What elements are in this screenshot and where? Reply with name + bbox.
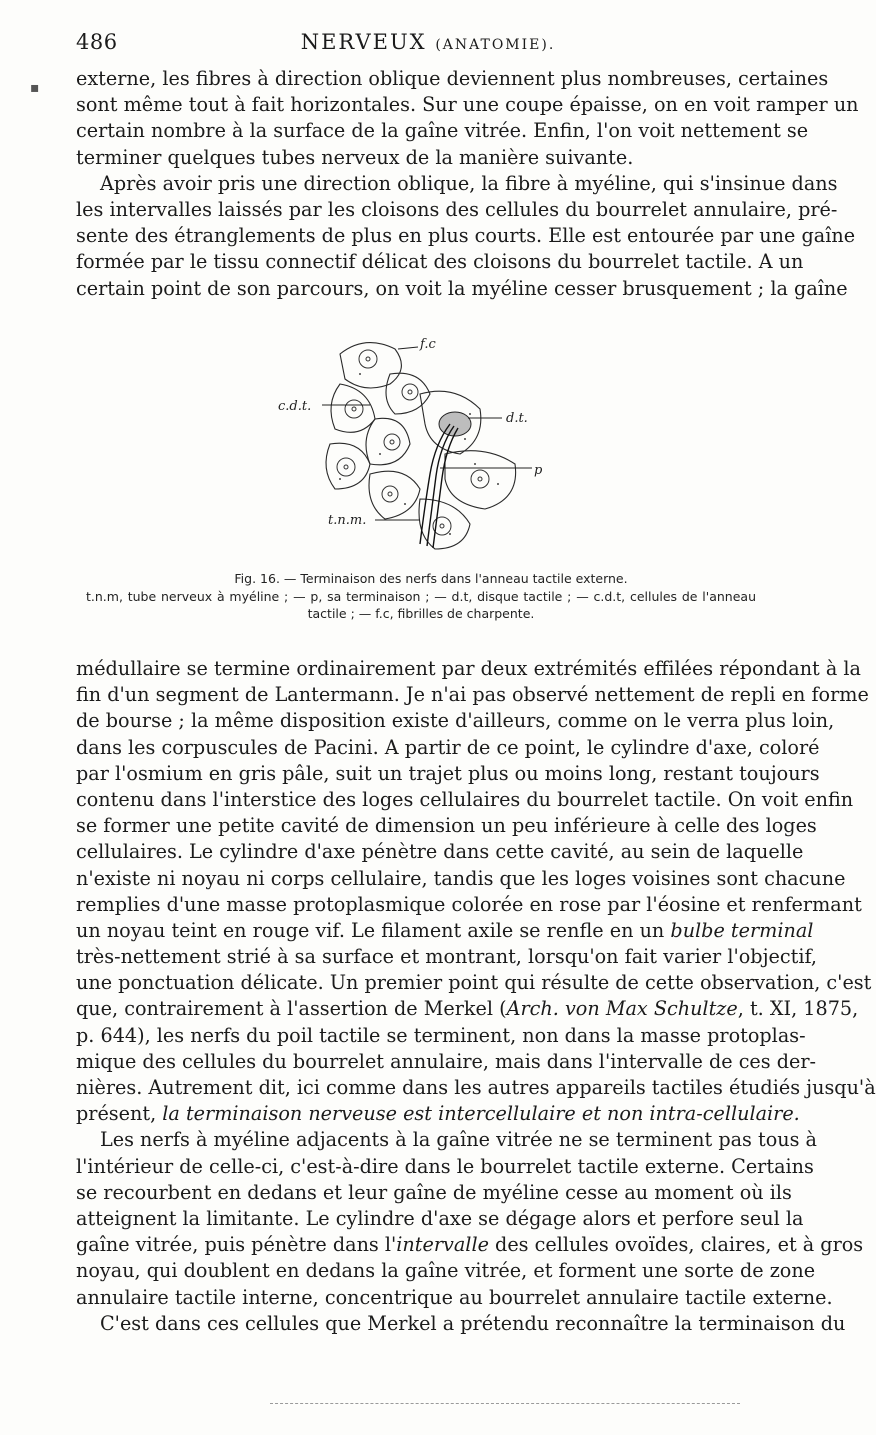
margin-mark: ▪ (30, 80, 40, 96)
text-line: noyau, qui doublent en dedans la gaîne vitrée, et forment une sorte de zone (76, 1259, 816, 1283)
text-line: atteignent la limitante. Le cylindre d'axe se dégage alors et perfore seul la (76, 1206, 804, 1230)
text-block-top (76, 66, 859, 302)
caption-legend: t.n.m, tube nerveux à myéline ; — p, sa terminaison ; — d.t, disque tactile ; — c.d.t, cellules de l'anneau tactile ; — f.c, fibrilles de charpente. (86, 589, 756, 621)
text-line: mique des cellules du bourrelet annulaire, mais dans l'intervalle de ces der- (76, 1049, 817, 1073)
text-line: formée par le tissu connectif délicat des cloisons du bourrelet tactile. A un (76, 250, 804, 274)
label-tnm: t.n.m. (328, 513, 367, 528)
text-run-italic: intervalle (396, 1233, 489, 1257)
running-title-main: NERVEUX (300, 30, 427, 54)
text-line: cellulaires. Le cylindre d'axe pénètre dans cette cavité, au sein de laquelle (76, 840, 804, 864)
text-run-italic: bulbe terminal (670, 918, 814, 942)
text-line: l'intérieur de celle-ci, c'est-à-dire dans le bourrelet tactile externe. Certains (76, 1154, 814, 1178)
text-line: dans les corpuscules de Pacini. A partir de ce point, le cylindre d'axe, coloré (76, 735, 820, 759)
text-line (76, 918, 814, 944)
text-line: p. 644), les nerfs du poil tactile se terminent, non dans la masse protoplas- (76, 1023, 806, 1047)
text-line (76, 1232, 864, 1258)
text-line: fin d'un segment de Lantermann. Je n'ai pas observé nettement de repli en forme (76, 683, 869, 707)
running-title-sub: (ANATOMIE). (435, 37, 556, 53)
label-p: p (534, 463, 543, 478)
text-line: une ponctuation délicate. Un premier point qui résulte de cette observation, c'est (76, 971, 872, 995)
text-line: sente des étranglements de plus en plus courts. Elle est entourée par une gaîne (76, 224, 856, 248)
text-line: C'est dans ces cellules que Merkel a prétendu reconnaître la terminaison du (100, 1311, 846, 1335)
text-line: les intervalles laissés par les cloisons des cellules du bourrelet annulaire, pré- (76, 197, 838, 221)
text-run: , t. XI, 1875, (737, 997, 859, 1021)
text-run: gaîne vitrée, puis pénètre dans l' (76, 1233, 397, 1257)
text-line: certain nombre à la surface de la gaîne vitrée. Enfin, l'on voit nettement se (76, 119, 809, 143)
figure-16 (270, 314, 560, 564)
text-line: très-nettement strié à sa surface et montrant, lorsqu'on fait varier l'objectif, (76, 945, 817, 969)
text-line: de bourse ; la même disposition existe d'ailleurs, comme on le verra plus loin, (76, 709, 835, 733)
text-line: se recourbent en dedans et leur gaîne de myéline cesse au moment où ils (76, 1180, 792, 1204)
page-number: 486 (76, 30, 118, 54)
text-line: externe, les fibres à direction oblique deviennent plus nombreuses, certaines (76, 67, 829, 90)
text-line: remplies d'une masse protoplasmique colorée en rose par l'éosine et renfermant (76, 892, 862, 916)
text-run: des cellules ovoïdes, claires, et à gros (495, 1233, 864, 1257)
text-run: un noyau teint en rouge vif. Le filament axile se renfle en un (76, 918, 665, 942)
text-run: présent, (76, 1102, 157, 1126)
text-line (76, 996, 859, 1022)
text-line: certain point de son parcours, on voit la myéline cesser brusquement ; la gaîne (76, 276, 848, 300)
text-line: par l'osmium en gris pâle, suit un trajet plus ou moins long, restant toujours (76, 761, 820, 785)
figure-16-illustration (270, 314, 560, 564)
caption-title: Fig. 16. — Terminaison des nerfs dans l'anneau tactile externe. (234, 571, 628, 586)
footer-rule (270, 1403, 740, 1404)
text-line: contenu dans l'interstice des loges cellulaires du bourrelet tactile. On voit enfin (76, 787, 854, 811)
text-line: n'existe ni noyau ni corps cellulaire, tandis que les loges voisines sont chacune (76, 866, 846, 890)
cell-nuclei (337, 350, 489, 535)
text-line: annulaire tactile interne, concentrique au bourrelet annulaire tactile externe. (76, 1285, 833, 1309)
text-run-italic: Arch. von Max Schultze (506, 997, 738, 1021)
label-dt: d.t. (506, 411, 528, 426)
figure-caption (76, 570, 756, 622)
text-line (76, 1101, 800, 1127)
label-cdt: c.d.t. (278, 399, 312, 414)
text-line: Les nerfs à myéline adjacents à la gaîne vitrée ne se terminent pas tous à (100, 1128, 818, 1152)
text-line: se former une petite cavité de dimension un peu inférieure à celle des loges (76, 814, 817, 838)
text-line: terminer quelques tubes nerveux de la manière suivante. (76, 145, 634, 169)
text-line: Après avoir pris une direction oblique, la fibre à myéline, qui s'insinue dans (100, 171, 838, 195)
text-run-italic: la terminaison nerveuse est intercellulaire et non intra-cellulaire. (162, 1102, 800, 1126)
text-block-bottom (76, 656, 876, 1337)
text-line: médullaire se termine ordinairement par deux extrémités effilées répondant à la (76, 657, 861, 680)
figure-labels (278, 337, 543, 528)
running-title (76, 30, 756, 54)
text-line: sont même tout à fait horizontales. Sur une coupe épaisse, on en voit ramper un (76, 93, 859, 117)
running-head (76, 30, 756, 60)
text-line: nières. Autrement dit, ici comme dans les autres appareils tactiles étudiés jusqu'à (76, 1076, 876, 1099)
nerve-tube (420, 424, 458, 548)
text-run: que, contrairement à l'assertion de Merkel ( (76, 997, 507, 1021)
label-fc: f.c (420, 337, 436, 352)
